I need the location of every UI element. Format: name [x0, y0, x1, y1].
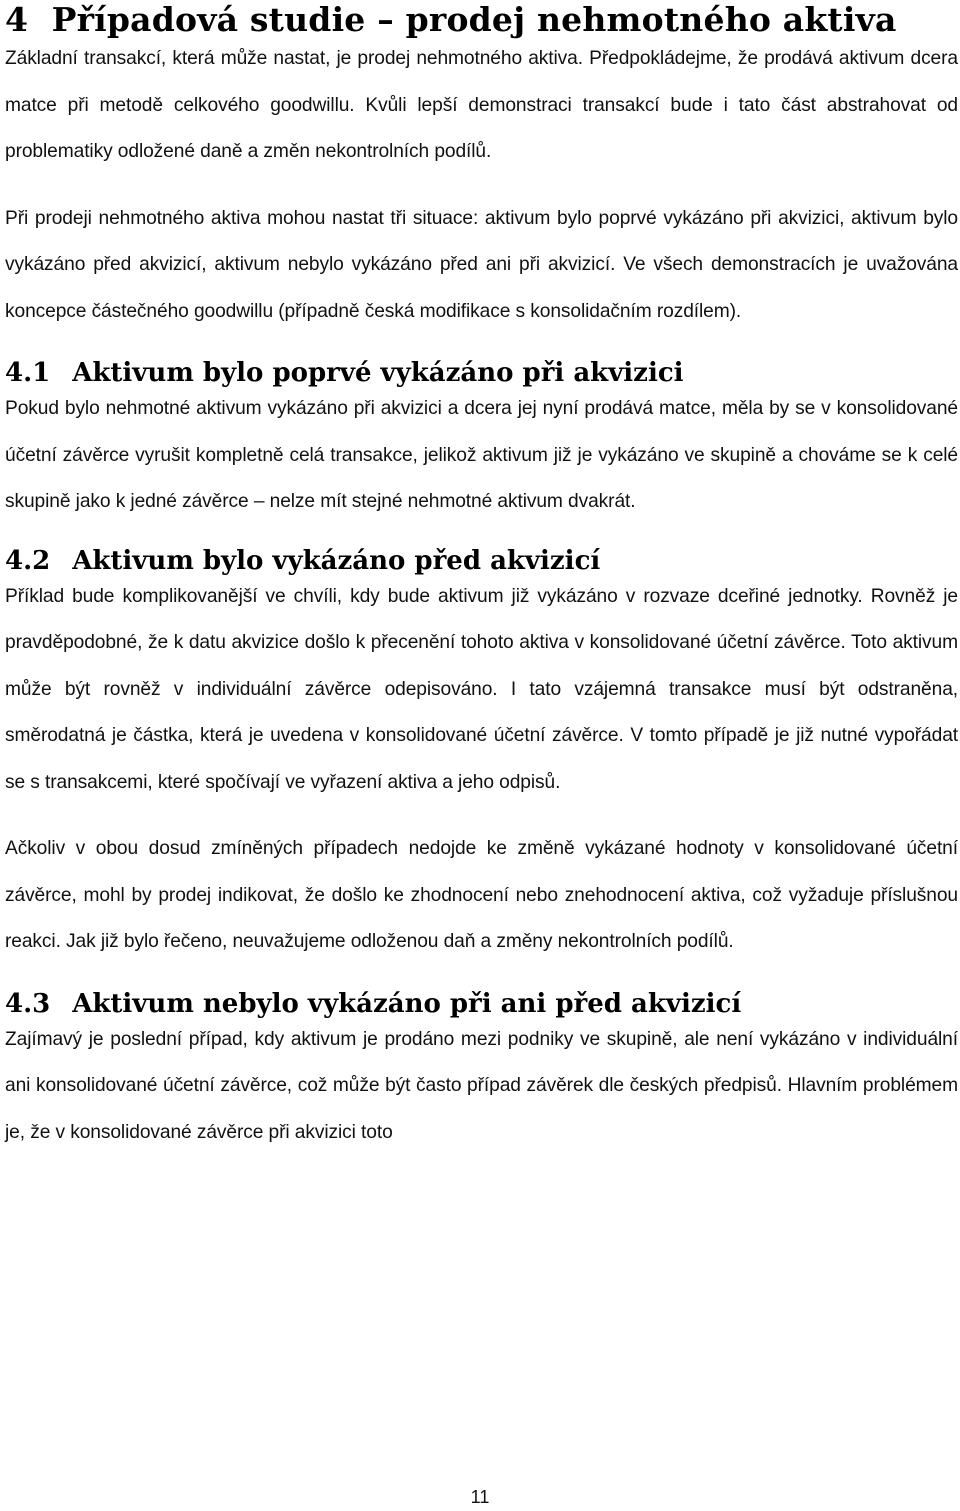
- section-heading-4-2: [5, 544, 958, 578]
- paragraph: Příklad bude komplikovanější ve chvíli, kdy bude aktivum již vykázáno v rozvaze dceřiné jednotky. Rovněž je pravděpodobné, že k datu akvizice došlo k přecenění tohoto aktiva v konsolidované účetní závěrce. Toto aktivum může být rovněž v individuální závěrce odepisováno. I tato vzájemná transakce musí být odstraněna, směrodatná je částka, která je uvedena v konsolidované účetní závěrce. V tomto případě je již nutné vypořádat se s transakcemi, které spočívají ve vyřazení aktiva a jeho odpisů.: [5, 585, 958, 793]
- section-number: 4.2: [5, 545, 51, 576]
- chapter-title: Případová studie – prodej nehmotného aktiva: [51, 0, 897, 39]
- section-title: Aktivum nebylo vykázáno při ani před akvizicí: [72, 988, 742, 1019]
- document-page: [5, 0, 958, 1156]
- section-heading-4-1: [5, 356, 958, 390]
- chapter-heading: [5, 0, 958, 40]
- section-number: 4.1: [5, 358, 51, 388]
- page-number: 11: [470, 1487, 490, 1507]
- paragraph: Zajímavý je poslední případ, kdy aktivum je prodáno mezi podniky ve skupině, ale není vykázáno v individuální ani konsolidované účetní závěrce, což může být často případ závěrek dle českých předpisů. Hlavním problémem je, že v konsolidované závěrce při akvizici toto: [5, 1028, 958, 1143]
- section-title: Aktivum bylo poprvé vykázáno při akvizici: [72, 358, 684, 388]
- paragraph: Ačkoliv v obou dosud zmíněných případech nedojde ke změně vykázané hodnoty v konsolidované účetní závěrce, mohl by prodej indikovat, že došlo ke zhodnocení nebo znehodnocení aktiva, což vyžaduje příslušnou reakci. Jak již bylo řečeno, neuvažujeme odloženou daň a změny nekontrolních podílů.: [5, 838, 958, 952]
- section-number: 4.3: [5, 988, 51, 1019]
- section-title: Aktivum bylo vykázáno před akvizicí: [72, 545, 601, 576]
- section-heading-4-3: [5, 987, 958, 1021]
- paragraph: Základní transakcí, která může nastat, je prodej nehmotného aktiva. Předpokládejme, že prodává aktivum dcera matce při metodě celkového goodwillu. Kvůli lepší demonstraci transakcí bude i tato část abstrahovat od problematiky odložené daně a změn nekontrolních podílů.: [5, 48, 958, 162]
- paragraph: Pokud bylo nehmotné aktivum vykázáno při akvizici a dcera jej nyní prodává matce, měla by se v konsolidované účetní závěrce vyrušit kompletně celá transakce, jelikož aktivum již je vykázáno ve skupině a chováme se k celé skupině jako k jedné závěrce – nelze mít stejné nehmotné aktivum dvakrát.: [5, 398, 958, 512]
- paragraph: Při prodeji nehmotného aktiva mohou nastat tři situace: aktivum bylo poprvé vykázáno při akvizici, aktivum bylo vykázáno před akvizicí, aktivum nebylo vykázáno před ani při akvizicí. Ve všech demonstracích je uvažována koncepce částečného goodwillu (případně česká modifikace s konsolidačním rozdílem).: [5, 207, 958, 322]
- chapter-number: 4: [5, 0, 29, 39]
